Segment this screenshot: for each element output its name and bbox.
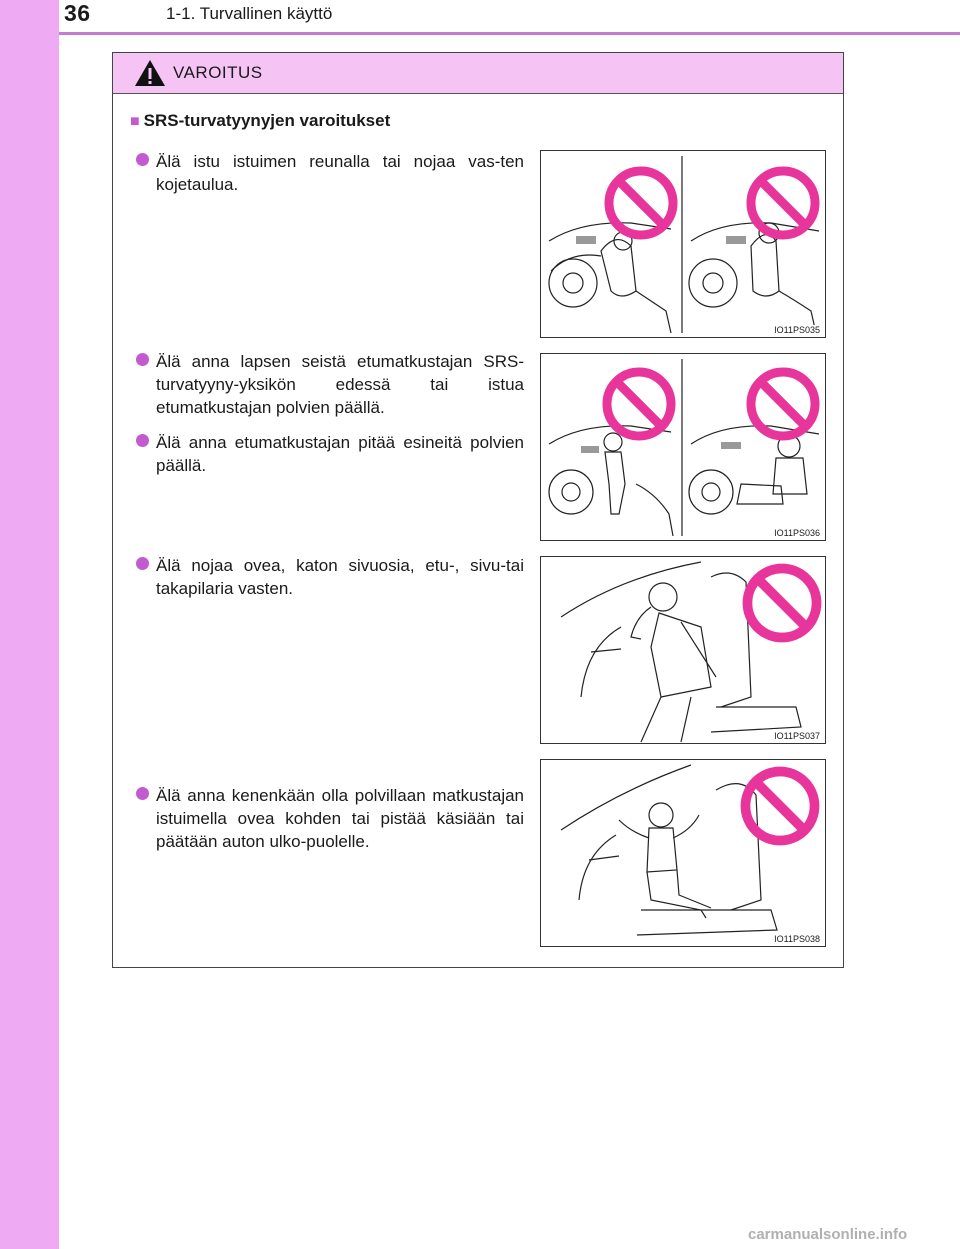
- illustration-1: [540, 150, 826, 338]
- prohibition-sign-icon: [741, 562, 823, 644]
- warning-header: [113, 53, 843, 94]
- illustration-2: [540, 353, 826, 541]
- bullet-text: Älä istu istuimen reunalla tai nojaa vas-ten kojetaulua.: [156, 152, 524, 194]
- bullet-item: [136, 150, 524, 196]
- chapter-title: 1-1. Turvallinen käyttö: [166, 4, 333, 23]
- bullet-dot-icon: [136, 557, 149, 570]
- section-title: [130, 111, 390, 131]
- illustration-4: [540, 759, 826, 947]
- header-divider: [59, 32, 960, 35]
- prohibition-sign-icon: [745, 366, 821, 442]
- bullet-text: Älä anna etumatkustajan pitää esineitä polvien päällä.: [156, 433, 524, 475]
- bullet-text: Älä anna lapsen seistä etumatkustajan SRS-turvatyyny-yksikön edessä tai istua etumatkustajan polvien päällä.: [156, 352, 524, 417]
- bullet-item: [136, 431, 524, 477]
- illustration-caption: IO11PS038: [774, 934, 820, 944]
- illustration-caption: IO11PS035: [774, 325, 820, 335]
- bullet-dot-icon: [136, 353, 149, 366]
- prohibition-sign-icon: [601, 366, 677, 442]
- bullet-text: Älä anna kenenkään olla polvillaan matkustajan istuimella ovea kohden tai pistää käsiään tai päätään auton ulko-puolelle.: [156, 786, 524, 851]
- bullet-dot-icon: [136, 434, 149, 447]
- section-title-text: SRS-turvatyynyjen varoitukset: [143, 111, 391, 130]
- bullet-item: [136, 554, 524, 600]
- bullet-dot-icon: [136, 153, 149, 166]
- illustration-caption: IO11PS037: [774, 731, 820, 741]
- bullet-dot-icon: [136, 787, 149, 800]
- warning-title: VAROITUS: [173, 63, 263, 82]
- illustration-3: [540, 556, 826, 744]
- bullet-item: [136, 784, 524, 853]
- illustration-caption: IO11PS036: [774, 528, 820, 538]
- warning-box: [112, 52, 844, 968]
- page-sidebar: [0, 0, 59, 1249]
- prohibition-sign-icon: [603, 165, 679, 241]
- prohibition-sign-icon: [739, 765, 821, 847]
- prohibition-sign-icon: [745, 165, 821, 241]
- bullet-item: [136, 350, 524, 419]
- footer-watermark: carmanualsonline.info: [748, 1226, 908, 1243]
- warning-triangle-icon: [133, 58, 167, 93]
- square-bullet-icon: ■: [130, 113, 140, 130]
- bullet-text: Älä nojaa ovea, katon sivuosia, etu-, sivu-tai takapilaria vasten.: [156, 556, 524, 598]
- page-number: 36: [64, 0, 91, 26]
